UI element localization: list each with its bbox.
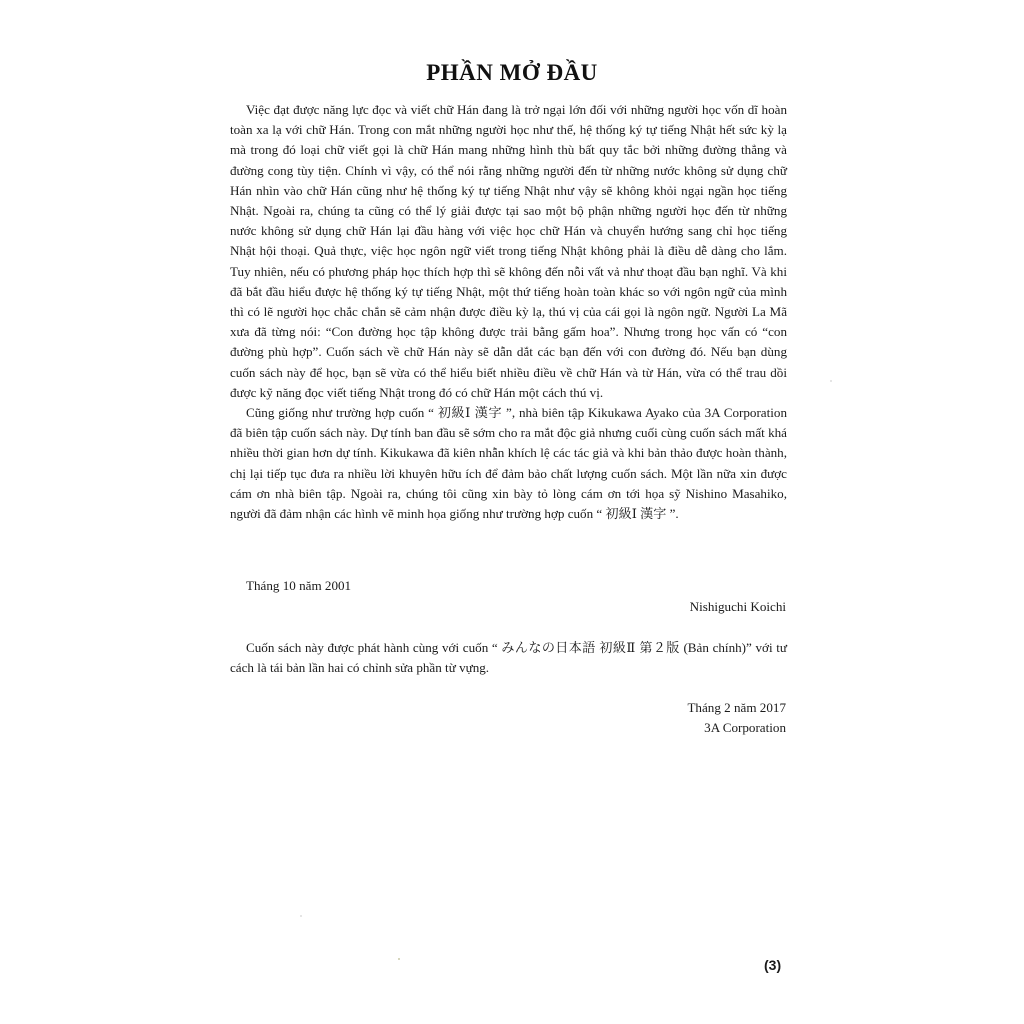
page-title: PHẦN MỞ ĐẦU	[426, 60, 598, 85]
page-number: (3)	[764, 957, 782, 973]
edition-note	[230, 638, 787, 678]
date-2017: Tháng 2 năm 2017	[687, 700, 786, 715]
publisher-block	[687, 698, 786, 738]
date-2001: Tháng 10 năm 2001	[246, 578, 352, 593]
publisher-signature: 3A Corporation	[704, 720, 786, 736]
paper-speck	[398, 958, 400, 960]
paragraph-2: Cũng giống như trường hợp cuốn “ 初級Ⅰ 漢字 ”, nhà biên tập Kikukawa Ayako của 3A Corporation đã biên tập cuốn sách này. Dự tính ban đầu sẽ sớm cho ra mắt độc giả nhưng cuối cùng cuốn sách mất khá nhiều thời gian hơn dự tính. Kikukawa đã kiên nhẫn khích lệ các tác giả và khi bản thảo được hoàn thành, chị lại tiếp tục đưa ra nhiều lời khuyên hữu ích để đảm bảo chất lượng cuốn sách. Một lần nữa xin được cám ơn nhà biên tập. Ngoài ra, chúng tôi cũng xin bày tỏ lòng cám ơn tới họa sỹ Nishino Masahiko, người đã đảm nhận các hình vẽ minh họa giống như trường hợp cuốn “ 初級Ⅰ 漢字 ”.	[230, 405, 787, 522]
preface-body	[230, 100, 787, 524]
author-signature: Nishiguchi Koichi	[689, 599, 786, 614]
paper-speck	[830, 380, 832, 382]
paper-speck	[300, 915, 302, 917]
edition-note-text: Cuốn sách này được phát hành cùng với cuốn “ みんなの日本語 初級Ⅱ 第２版 (Bản chính)” với tư cách là tái bản lần hai có chỉnh sửa phần từ vựng.	[230, 640, 787, 676]
paragraph-1: Việc đạt được năng lực đọc và viết chữ Hán đang là trở ngại lớn đối với những người học vốn dĩ hoàn toàn xa lạ với chữ Hán. Trong con mắt những người học như thế, hệ thống ký tự tiếng Nhật hết sức kỳ lạ mà trong đó loại chữ viết gọi là chữ Hán mang những hình thù bất quy tắc bởi những đường thẳng và đường cong tùy tiện. Chính vì vậy, có thể nói rằng những người đến từ những nước không sử dụng chữ Hán nhìn vào chữ Hán cũng như hệ thống ký tự tiếng Nhật như vậy sẽ không khỏi ngại ngần học tiếng Nhật. Ngoài ra, chúng ta cũng có thể lý giải được tại sao một bộ phận những người học đến từ những nước không sử dụng chữ Hán lại đầu hàng với việc học chữ Hán và chuyển hướng sang chỉ học tiếng Nhật hội thoại. Quả thực, việc học ngôn ngữ viết trong tiếng Nhật không phải là điều dễ dàng cho lắm. Tuy nhiên, nếu có phương pháp học thích hợp thì sẽ không đến nỗi vất vả như thoạt đầu bạn nghĩ. Và khi đã bắt đầu hiểu được hệ thống ký tự tiếng Nhật, một thứ tiếng hoàn toàn khác so với ngôn ngữ của mình thì có lẽ người học chắc chắn sẽ cảm nhận được điều kỳ lạ, thú vị của cái gọi là ngôn ngữ. Người La Mã xưa đã từng nói: “Con đường học tập không được trải bằng gấm hoa”. Nhưng trong học vấn có “con đường phù hợp”. Cuốn sách về chữ Hán này sẽ dẫn dắt các bạn đến với con đường đó. Nếu bạn dùng cuốn sách này để học, bạn sẽ vừa có thể hiểu biết nhiều điều về chữ Hán và từ Hán, vừa có thể trau dồi được kỹ năng đọc viết tiếng Nhật trong đó có chữ Hán một cách thú vị.	[230, 102, 787, 400]
